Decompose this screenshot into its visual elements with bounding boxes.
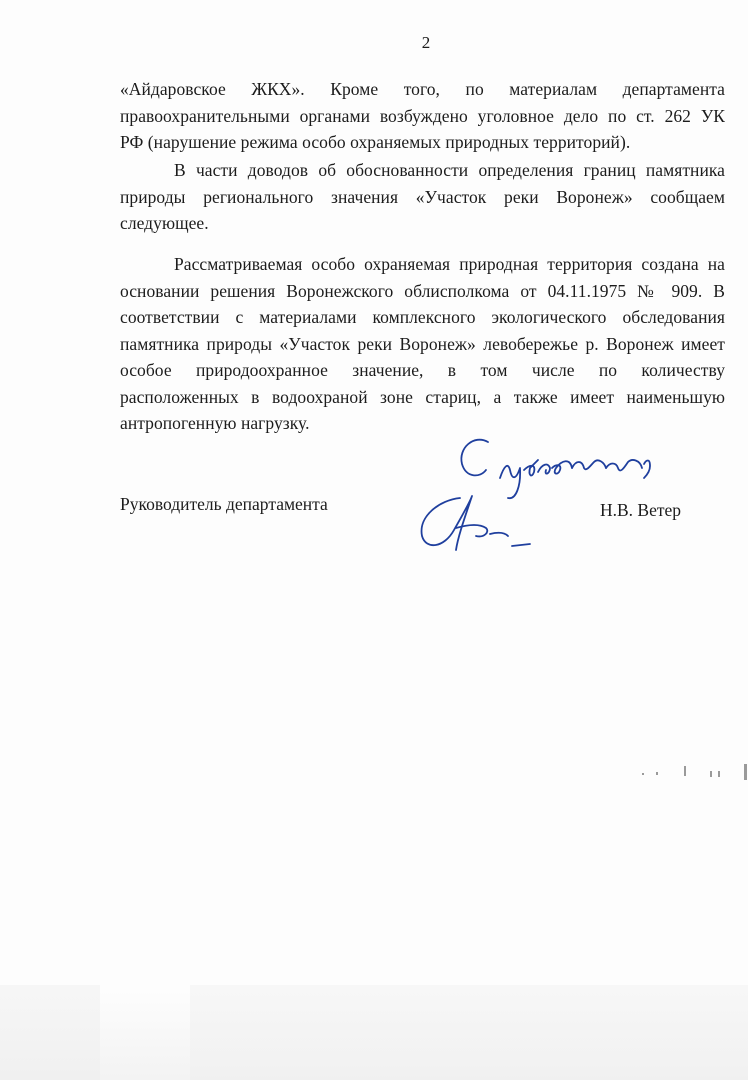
paragraph-2 <box>120 157 725 237</box>
page-number: 2 <box>421 33 431 52</box>
paragraph-3 <box>120 251 725 437</box>
paragraph-3-line: основании решения Воронежского облисполкома от 04.11.1975 № 909. В <box>120 280 725 301</box>
paragraph-1-line: «Айдаровское ЖКХ». Кроме того, по материалам департамента <box>120 79 725 99</box>
signer-title: Руководитель департамента <box>120 494 328 514</box>
paragraph-3-line: соответствии с материалами комплексного экологического обследования <box>120 307 725 327</box>
handwritten-signature <box>400 428 690 568</box>
paragraph-3-line: антропогенную нагрузку. <box>120 413 310 433</box>
paragraph-1 <box>120 76 725 156</box>
paragraph-3-line: Рассматриваемая особо охраняемая природная территория создана на <box>174 254 725 274</box>
paragraph-2-line: В части доводов об обоснованности определения границ памятника <box>174 160 725 180</box>
paragraph-3-line: памятника природы «Участок реки Воронеж» левобережье р. Воронеж имеет <box>120 333 725 354</box>
paragraph-1-line: РФ (нарушение режима особо охраняемых природных территорий). <box>120 132 631 152</box>
signer-name: Н.В. Ветер <box>600 500 682 520</box>
scan-shadow-bottom <box>0 990 748 1080</box>
scan-artifacts <box>620 760 748 790</box>
paragraph-3-line: расположенных в водоохраной зоне стариц, а также имеет наименьшую <box>120 386 725 407</box>
paragraph-1-line: правоохранительными органами возбуждено уголовное дело по ст. 262 УК <box>120 105 725 126</box>
paragraph-2-line: природы регионального значения «Участок реки Воронеж» сообщаем <box>120 186 725 207</box>
paragraph-3-line: особое природоохранное значение, в том числе по количеству <box>120 360 725 380</box>
paragraph-2-line: следующее. <box>120 213 209 233</box>
